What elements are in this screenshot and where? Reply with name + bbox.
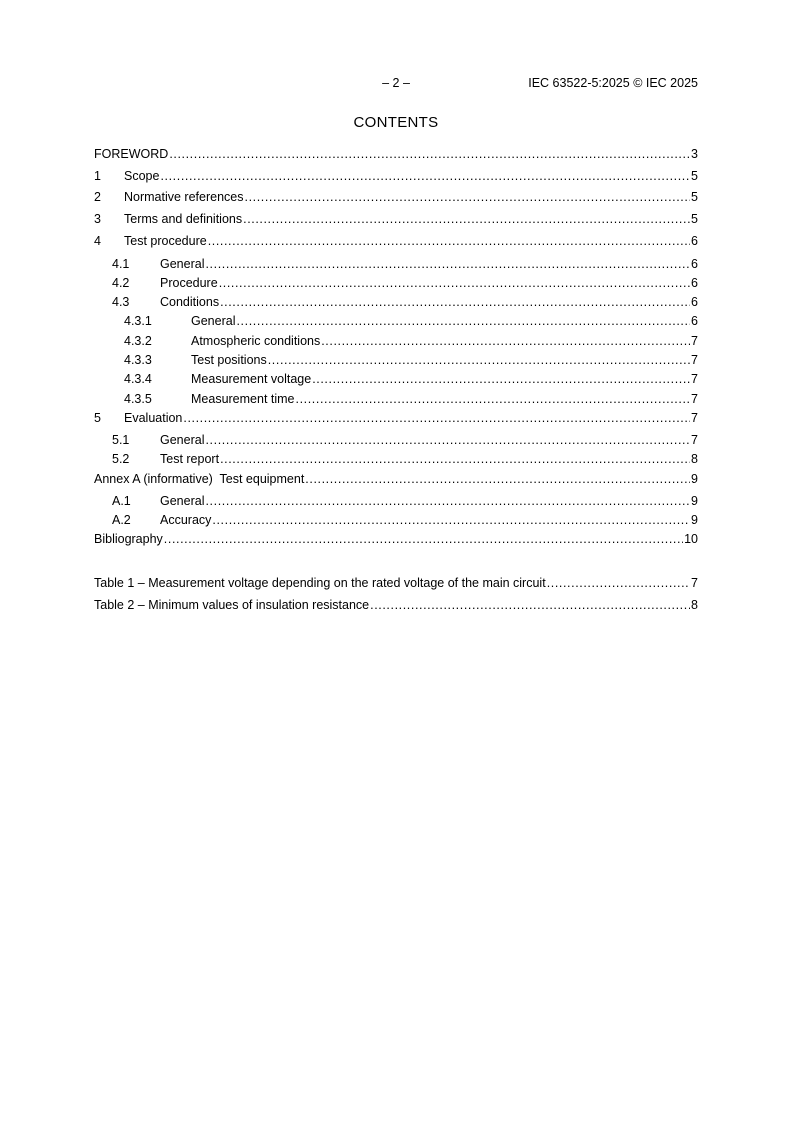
toc-page: 9 — [691, 494, 698, 508]
toc-label: Scope — [124, 169, 160, 183]
table-page: 7 — [691, 576, 698, 590]
toc-entry-scope[interactable] — [94, 168, 698, 184]
toc-leader — [205, 432, 690, 448]
toc-leader — [312, 371, 690, 387]
toc-number: 4.3.4 — [124, 372, 152, 386]
toc-entry-bibliography[interactable] — [94, 531, 698, 547]
toc-leader — [268, 352, 690, 368]
toc-leader — [208, 233, 690, 249]
toc-label: Test report — [160, 452, 220, 466]
page-number: – 2 – — [382, 76, 410, 90]
toc-entry-4-3-3-test-positions[interactable] — [94, 352, 698, 368]
toc-page: 9 — [691, 472, 698, 486]
toc-entry-terms-and-definitions[interactable] — [94, 211, 698, 227]
toc-number: 5 — [94, 411, 101, 425]
toc-entry-test-procedure[interactable] — [94, 233, 698, 249]
toc-entry-4-3-1-general[interactable] — [94, 313, 698, 329]
toc-entry-annex-a[interactable] — [94, 471, 698, 487]
toc-number: 4.3.5 — [124, 392, 152, 406]
toc-number: 4 — [94, 234, 101, 248]
toc-label: Procedure — [160, 276, 218, 290]
toc-entry-a-1-general[interactable] — [94, 493, 698, 509]
toc-entry-evaluation[interactable] — [94, 410, 698, 426]
toc-label: Measurement time — [191, 392, 295, 406]
toc-label: FOREWORD — [94, 147, 169, 161]
toc-page: 7 — [691, 411, 698, 425]
toc-number: 4.3.2 — [124, 334, 152, 348]
toc-label: Test positions — [191, 353, 267, 367]
toc-leader — [169, 146, 690, 162]
toc-number: 4.3.1 — [124, 314, 152, 328]
toc-page: 9 — [691, 513, 698, 527]
toc-label: Accuracy — [160, 513, 212, 527]
toc-label: Measurement voltage — [191, 372, 312, 386]
toc-label: Bibliography — [94, 532, 163, 546]
toc-page: 6 — [691, 314, 698, 328]
toc-number: 2 — [94, 190, 101, 204]
toc-leader — [183, 410, 690, 426]
toc-leader — [245, 189, 691, 205]
toc-leader — [205, 493, 690, 509]
toc-number: 4.3 — [112, 295, 130, 309]
toc-page: 6 — [691, 257, 698, 271]
toc-page: 6 — [691, 276, 698, 290]
toc-label: Terms and definitions — [124, 212, 243, 226]
table-leader — [547, 575, 690, 591]
toc-entry-a-2-accuracy[interactable] — [94, 512, 698, 528]
toc-entry-normative-references[interactable] — [94, 189, 698, 205]
toc-leader — [305, 471, 690, 487]
toc-entry-4-3-4-measurement-voltage[interactable] — [94, 371, 698, 387]
toc-page: 7 — [691, 433, 698, 447]
toc-leader — [243, 211, 690, 227]
toc-page: 7 — [691, 334, 698, 348]
toc-number: 4.1 — [112, 257, 130, 271]
toc-number: 4.3.3 — [124, 353, 152, 367]
toc-number: 4.2 — [112, 276, 130, 290]
page-header — [94, 76, 698, 92]
toc-entry-4-1-general[interactable] — [94, 256, 698, 272]
toc-page: 5 — [691, 190, 698, 204]
toc-label: Conditions — [160, 295, 220, 309]
toc-entry-4-3-conditions[interactable] — [94, 294, 698, 310]
toc-page: 3 — [691, 147, 698, 161]
toc-page: 8 — [691, 452, 698, 466]
toc-label: Atmospheric conditions — [191, 334, 321, 348]
toc-page: 5 — [691, 212, 698, 226]
toc-page: 10 — [684, 532, 698, 546]
toc-leader — [160, 168, 690, 184]
toc-leader — [205, 256, 690, 272]
toc-label: Test procedure — [124, 234, 207, 248]
toc-leader — [296, 391, 691, 407]
toc-page: 7 — [691, 353, 698, 367]
standard-reference: IEC 63522-5:2025 © IEC 2025 — [528, 76, 698, 90]
toc-entry-5-2-test-report[interactable] — [94, 451, 698, 467]
toc-page: 6 — [691, 295, 698, 309]
toc-page: 5 — [691, 169, 698, 183]
toc-page: 7 — [691, 372, 698, 386]
toc-number: 5.1 — [112, 433, 130, 447]
toc-entry-4-2-procedure[interactable] — [94, 275, 698, 291]
toc-entry-4-3-2-atmospheric-conditions[interactable] — [94, 333, 698, 349]
toc-label: Normative references — [124, 190, 244, 204]
table-label: Table 1 – Measurement voltage depending on the rated voltage of the main circuit — [94, 576, 546, 590]
toc-page: 6 — [691, 234, 698, 248]
table-page: 8 — [691, 598, 698, 612]
contents-title: CONTENTS — [353, 114, 439, 131]
toc-number: A.2 — [112, 513, 131, 527]
toc-label: Evaluation — [124, 411, 183, 425]
toc-leader — [164, 531, 683, 547]
toc-page: 7 — [691, 392, 698, 406]
toc-label: General — [160, 257, 205, 271]
toc-leader — [219, 275, 690, 291]
toc-label: General — [191, 314, 236, 328]
toc-leader — [212, 512, 690, 528]
table-leader — [370, 597, 690, 613]
toc-leader — [236, 313, 690, 329]
toc-label: Annex A (informative) Test equipment — [94, 472, 305, 486]
toc-number: 1 — [94, 169, 101, 183]
table-entry-2[interactable] — [94, 597, 698, 613]
toc-leader — [321, 333, 690, 349]
toc-entry-5-1-general[interactable] — [94, 432, 698, 448]
table-entry-1[interactable] — [94, 575, 698, 591]
toc-number: 3 — [94, 212, 101, 226]
toc-entry-foreword[interactable] — [94, 146, 698, 162]
toc-label: General — [160, 433, 205, 447]
toc-number: A.1 — [112, 494, 131, 508]
toc-number: 5.2 — [112, 452, 130, 466]
toc-label: General — [160, 494, 205, 508]
table-label: Table 2 – Minimum values of insulation resistance — [94, 598, 370, 612]
toc-leader — [220, 294, 690, 310]
toc-leader — [220, 451, 690, 467]
toc-entry-4-3-5-measurement-time[interactable] — [94, 391, 698, 407]
